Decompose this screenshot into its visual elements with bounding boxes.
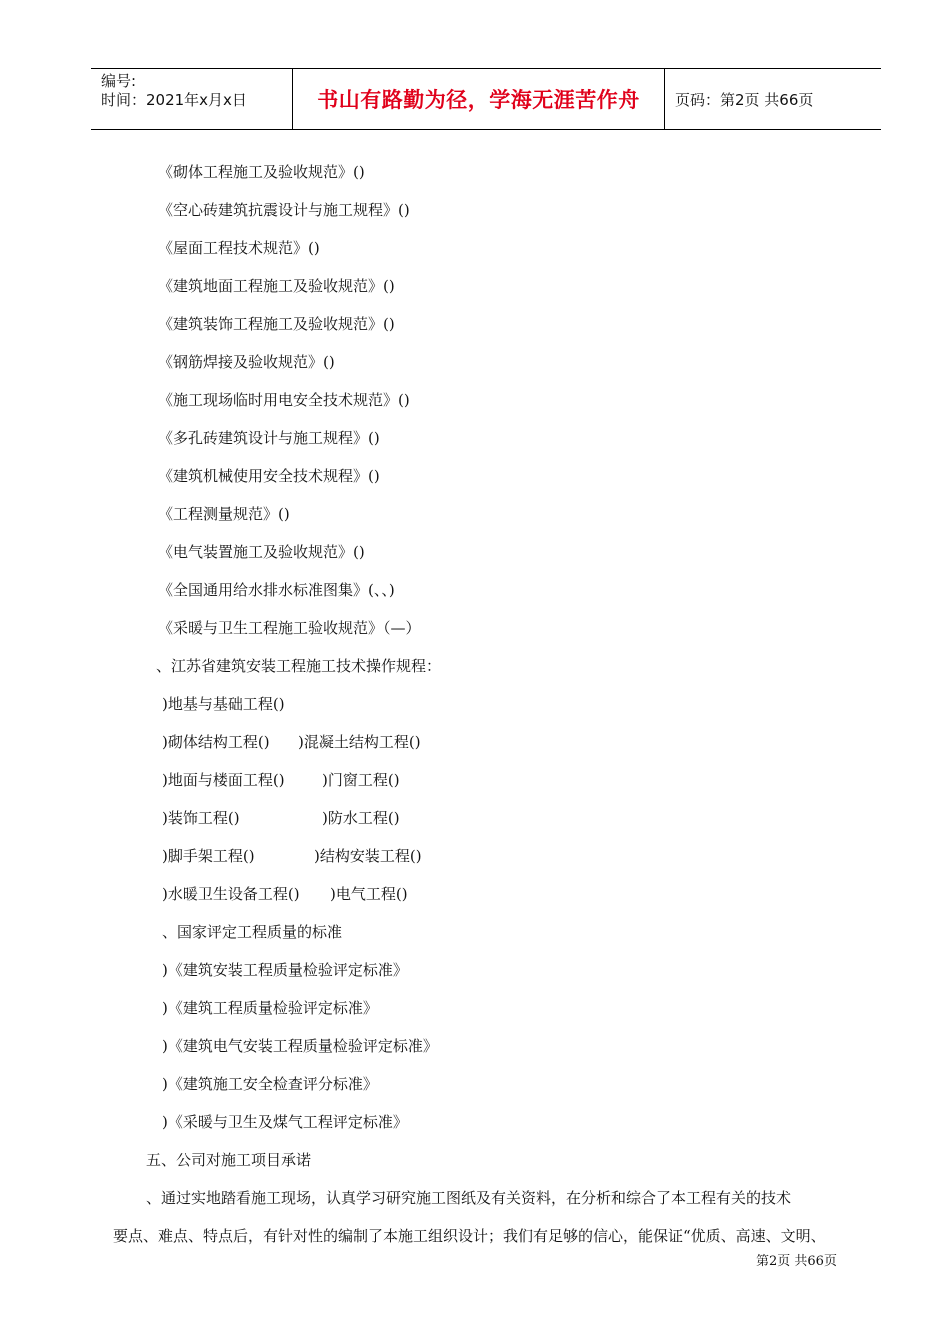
pair-item-left: )水暖卫生设备工程()	[162, 885, 300, 903]
body-line: 《屋面工程技术规范》()	[158, 239, 320, 257]
body-line: )《建筑电气安装工程质量检验评定标准》	[162, 1037, 438, 1055]
pair-item-right: )结构安装工程()	[314, 847, 422, 865]
header-page-info: 页码：第2页 共66页	[675, 90, 814, 109]
body-line: 、江苏省建筑安装工程施工技术操作规程：	[156, 657, 442, 675]
page-header	[91, 68, 881, 130]
pair-item-left: )装饰工程()	[162, 809, 240, 827]
body-line: )《建筑施工安全检查评分标准》	[162, 1075, 378, 1093]
body-line: 《电气装置施工及验收规范》()	[158, 543, 365, 561]
body-line: 《砌体工程施工及验收规范》()	[158, 163, 365, 181]
pair-item-left: )砌体结构工程()	[162, 733, 270, 751]
body-line: 《施工现场临时用电安全技术规范》()	[158, 391, 410, 409]
body-line: 《空心砖建筑抗震设计与施工规程》()	[158, 201, 410, 219]
motto-text: 书山有路勤为径，学海无涯苦作舟	[317, 88, 640, 112]
paragraph-line: 、通过实地踏看施工现场，认真学习研究施工图纸及有关资料，在分析和综合了本工程有关的技术	[146, 1189, 792, 1207]
pair-item-right: )门窗工程()	[322, 771, 400, 789]
document-number-label: 编号:	[101, 72, 137, 90]
body-line: )地基与基础工程()	[162, 695, 285, 713]
body-line: )《建筑工程质量检验评定标准》	[162, 999, 378, 1017]
body-line: 《建筑装饰工程施工及验收规范》()	[158, 315, 395, 333]
document-time-label: 时间：2021年x月x日	[101, 91, 247, 109]
body-line: )《采暖与卫生及煤气工程评定标准》	[162, 1113, 408, 1131]
header-page-cell	[665, 69, 881, 129]
pair-item-right: )电气工程()	[330, 885, 408, 903]
pair-item-right: )混凝土结构工程()	[298, 733, 421, 751]
body-line: 《采暖与卫生工程施工验收规范》（—）	[158, 619, 421, 637]
body-line: )《建筑安装工程质量检验评定标准》	[162, 961, 408, 979]
pair-item-right: )防水工程()	[322, 809, 400, 827]
body-line: 、国家评定工程质量的标准	[162, 923, 343, 941]
page-footer: 第2页 共66页	[756, 1254, 837, 1269]
body-line: 《多孔砖建筑设计与施工规程》()	[158, 429, 380, 447]
section-title: 五、公司对施工项目承诺	[146, 1151, 312, 1169]
paragraph-line: 要点、难点、特点后，有针对性的编制了本施工组织设计；我们有足够的信心，能保证“优质、高速、文明、	[113, 1227, 826, 1245]
header-motto-cell	[293, 69, 665, 129]
header-meta-cell	[91, 69, 293, 129]
body-line: 《全国通用给水排水标准图集》(、、)	[158, 581, 395, 599]
body-line: 《钢筋焊接及验收规范》()	[158, 353, 335, 371]
pair-item-left: )地面与楼面工程()	[162, 771, 285, 789]
body-line: 《建筑地面工程施工及验收规范》()	[158, 277, 395, 295]
body-line: 《工程测量规范》()	[158, 505, 290, 523]
pair-item-left: )脚手架工程()	[162, 847, 255, 865]
body-line: 《建筑机械使用安全技术规程》()	[158, 467, 380, 485]
